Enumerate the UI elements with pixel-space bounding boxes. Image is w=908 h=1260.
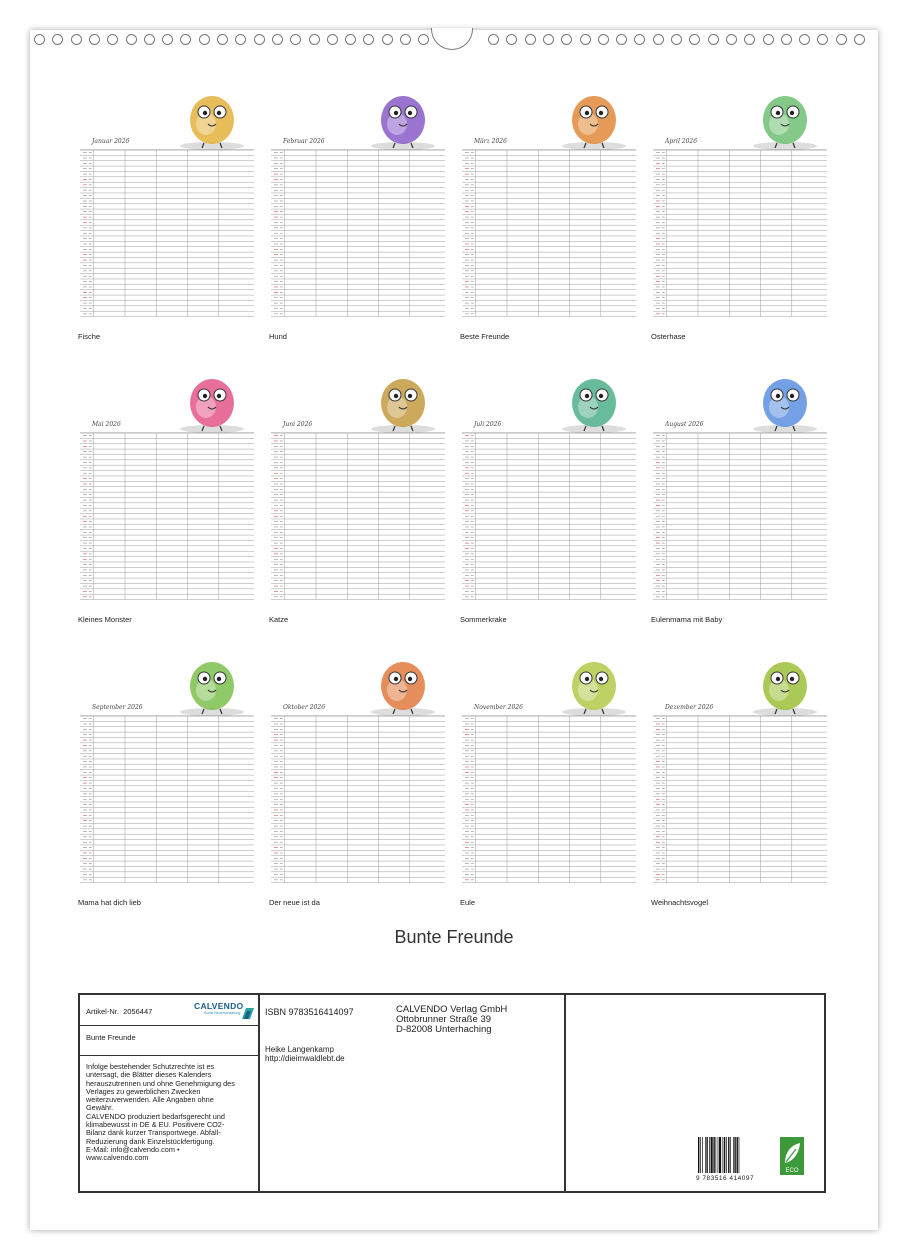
binding-ring [254,34,265,45]
barcode-bar [726,1137,727,1173]
barcode-bar [713,1137,714,1173]
binding-ring [272,34,283,45]
binding-ring [708,34,719,45]
barcode-bar [718,1137,719,1173]
barcode-bar [705,1137,706,1173]
barcode-bar [698,1137,699,1173]
month-caption: Kleines Monster [78,615,132,624]
binding-ring [781,34,792,45]
binding-ring [488,34,499,45]
dog-illustration [353,80,449,154]
binding-ring [543,34,554,45]
author-name: Heike Langenkamp [265,1045,334,1054]
legal-line: herauszutrennen und ohne Genehmigung des [86,1078,235,1088]
barcode-bars-icon [696,1137,758,1175]
month-caption: Fische [78,332,101,341]
publisher-street: Ottobrunner Straße 39 [396,1014,492,1025]
binding-ring [854,34,865,45]
binding-ring [744,34,755,45]
owl-illustration [544,646,640,720]
legal-line: klimabewusst in DE & EU. Positivere CO2- [86,1120,225,1130]
binding-ring [309,34,320,45]
binding-ring [235,34,246,45]
planner-grid [651,431,829,603]
article-number-label: Artikel-Nr. [86,1007,119,1016]
month-title: Juni 2026 [283,421,313,428]
month-caption: Eulenmama mit Baby [651,615,723,624]
binding-ring [400,34,411,45]
binding-ring [616,34,627,45]
month-caption: Eule [460,898,476,907]
christmas-bird-illustration [735,646,831,720]
binding-ring [52,34,63,45]
fish-illustration [162,80,258,154]
binding-ring [506,34,517,45]
barcode-bar [716,1137,717,1173]
calvendo-mark-icon [242,1008,254,1019]
octopus-illustration [544,363,640,437]
calvendo-logo [194,1001,256,1023]
binding-ring [580,34,591,45]
binding-ring [71,34,82,45]
legal-line: Verlages zu gewerblichen Zwecken [86,1086,201,1096]
binding-ring [763,34,774,45]
barcode-bar [709,1137,710,1173]
binding-ring [525,34,536,45]
binding-ring [671,34,682,45]
legal-line: www.calvendo.com [86,1153,149,1163]
binding-ring [836,34,847,45]
month-title: Mai 2026 [92,421,121,428]
calvendo-logo-text: CALVENDO [194,1001,244,1011]
binding-ring [561,34,572,45]
binding-ring [345,34,356,45]
barcode-bar [702,1137,703,1173]
binding-ring [327,34,338,45]
month-caption: Hund [269,332,287,341]
binding-ring [89,34,100,45]
barcode-digits: 9 783516 414097 [696,1175,755,1182]
month-caption: Weihnachtsvogel [651,898,708,907]
publisher-city: D-82008 Unterhaching [396,1024,492,1035]
binding-ring [634,34,645,45]
month-title: Juli 2026 [474,421,502,428]
binding-ring [34,34,45,45]
cat-friends-illustration [544,80,640,154]
planner-grid [78,148,256,320]
month-title: November 2026 [474,704,523,711]
planner-grid [269,714,447,886]
barcode-bar [730,1137,731,1173]
article-number [86,1007,152,1016]
barcode-bar [706,1137,707,1173]
owl-mother-illustration [735,363,831,437]
binding-ring [598,34,609,45]
article-number-value: 2056447 [123,1007,153,1016]
legal-line: E-Mail: info@calvendo.com • [86,1144,180,1154]
binding-ring [689,34,700,45]
binding-ring [418,34,429,45]
imprint-box [78,993,826,1193]
legal-line: CALVENDO produziert bedarfsgerecht und [86,1111,225,1121]
planner-grid [460,431,638,603]
legal-line: Bilanz dank kurzer Transportwege. Abfall- [86,1128,221,1138]
month-title: Februar 2026 [283,138,325,145]
planner-grid [460,714,638,886]
month-caption: Der neue ist da [269,898,320,907]
month-caption: Sommerkrake [460,615,507,624]
eco-leaf-icon [780,1137,804,1175]
publisher-address [396,1005,507,1035]
dragon-egg-illustration [353,646,449,720]
eco-label: ECO [785,1168,799,1174]
month-title: Dezember 2026 [665,704,714,711]
barcode-bar [737,1137,738,1173]
binding-ring [180,34,191,45]
page-title: Bunte Freunde [394,927,514,947]
month-title: März 2026 [474,138,507,145]
calvendo-logo-subtext: Kunst Neuerscheinung [204,1011,241,1015]
legal-notice [86,1063,256,1163]
calendar-page [30,30,878,1230]
planner-grid [269,148,447,320]
planner-grid [269,431,447,603]
isbn: ISBN 9783516414097 [265,1007,354,1017]
owl-family-illustration [162,646,258,720]
binding-ring [799,34,810,45]
monster-illustration [162,363,258,437]
calendar-name: Bunte Freunde [86,1033,136,1042]
cat-illustration [353,363,449,437]
month-title: September 2026 [92,704,143,711]
binding-ring [162,34,173,45]
imprint-col-left [80,995,260,1191]
barcode-bar [724,1137,725,1173]
legal-line: Gewähr. [86,1103,114,1113]
barcode-bar [733,1137,734,1173]
publisher-name: CALVENDO Verlag GmbH [396,1004,508,1015]
binding-ring [653,34,664,45]
month-title: Januar 2026 [92,138,130,145]
planner-grid [78,431,256,603]
planner-grid [651,148,829,320]
binding-ring [126,34,137,45]
barcode-bar [739,1137,740,1173]
month-caption: Katze [269,615,289,624]
month-caption: Osterhase [651,332,686,341]
binding-ring [817,34,828,45]
author-block [265,1045,345,1063]
author-url: http://dieimwaldlebt.de [265,1054,345,1063]
month-title: August 2026 [665,421,704,428]
divider [80,1025,258,1026]
month-title: Oktober 2026 [283,704,326,711]
binding-ring [363,34,374,45]
divider [80,1055,260,1056]
binding-ring [382,34,393,45]
barcode [696,1137,758,1185]
binding-ring [199,34,210,45]
barcode-bar [711,1137,713,1173]
barcode-bar [700,1137,701,1173]
legal-line: Reduzierung dank Einzelstückfertigung. [86,1136,215,1146]
barcode-bar [734,1137,735,1173]
binding-ring [217,34,228,45]
month-title: April 2026 [665,138,698,145]
binding-ring [144,34,155,45]
planner-grid [651,714,829,886]
barcode-bar [723,1137,724,1173]
binding-ring [107,34,118,45]
easter-bunny-illustration [735,80,831,154]
barcode-bar [719,1137,721,1173]
planner-grid [78,714,256,886]
legal-line: Infolge bestehender Schutzrechte ist es [86,1062,215,1071]
barcode-bar [728,1137,729,1173]
planner-grid [460,148,638,320]
binding-ring [290,34,301,45]
month-caption: Beste Freunde [460,332,510,341]
legal-line: weiterzuverwenden. Alle Angaben ohne [86,1095,214,1105]
month-caption: Mama hat dich lieb [78,898,141,907]
binding-ring [726,34,737,45]
legal-line: untersagt, die Blätter dieses Kalenders [86,1070,212,1080]
